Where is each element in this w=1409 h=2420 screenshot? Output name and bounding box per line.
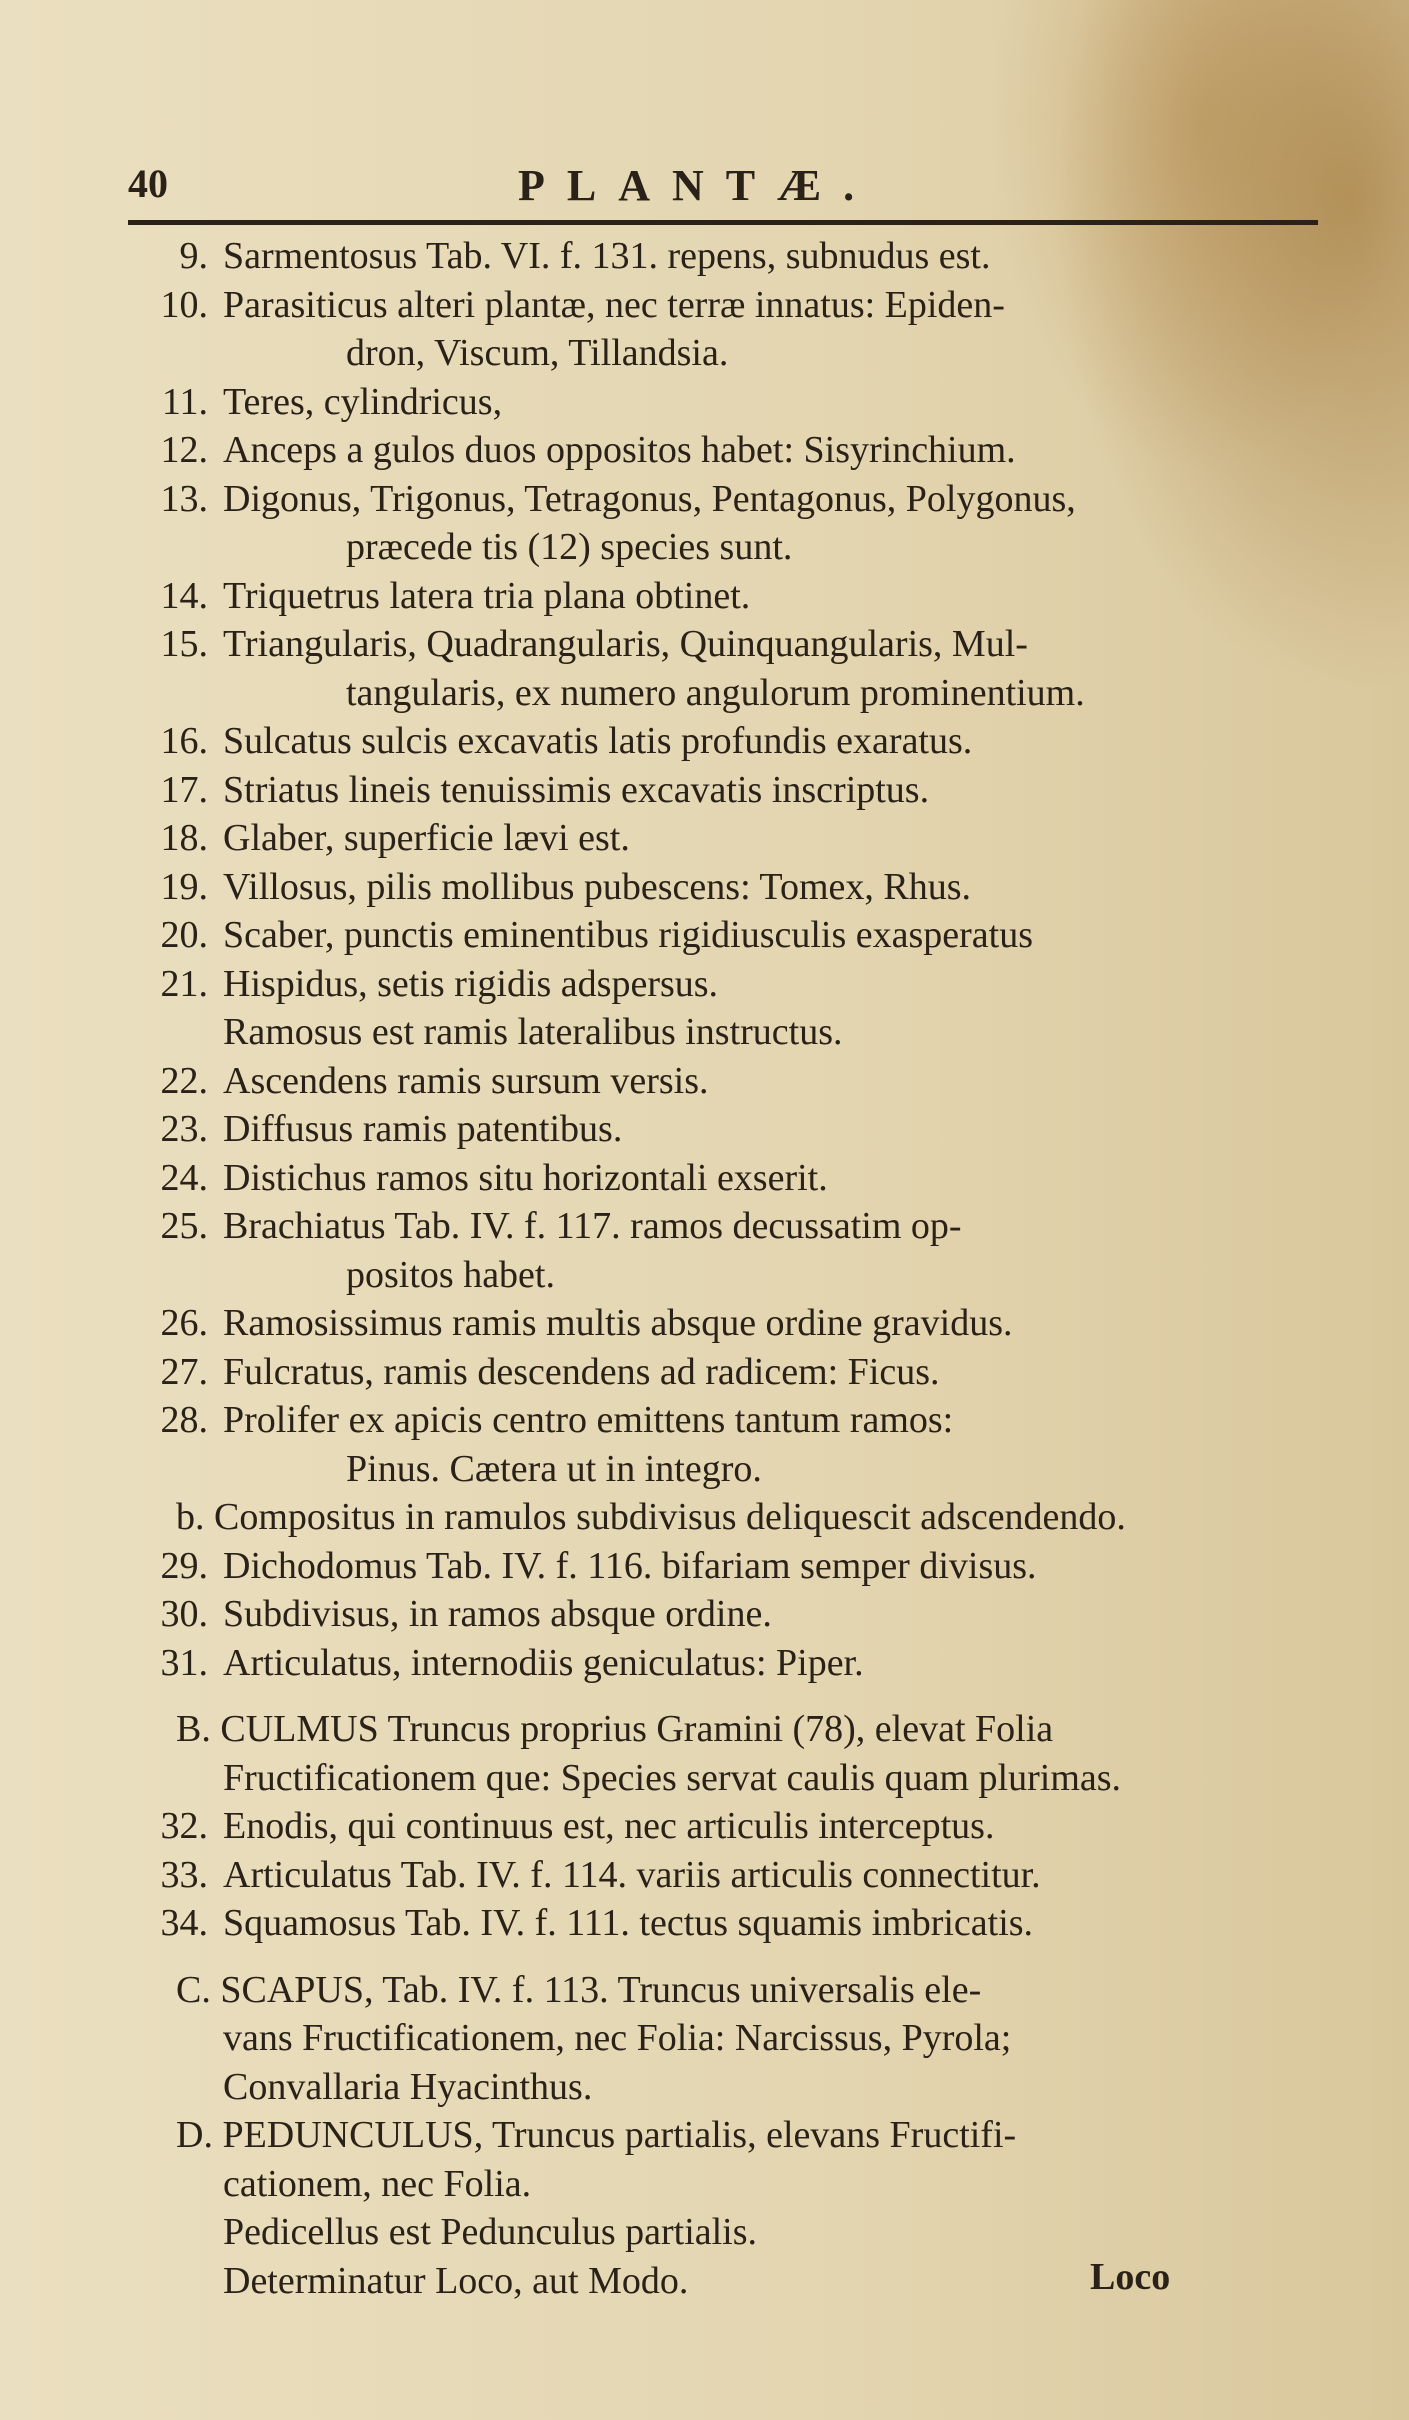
line-text: Fulcratus, ramis descendens ad radicem: Ficus. (223, 1350, 940, 1393)
text-line (128, 1202, 1318, 1251)
text-line (128, 2208, 1318, 2257)
line-text: Brachiatus Tab. IV. f. 117. ramos decussatim op- (223, 1205, 962, 1247)
item-number: 14. (160, 574, 208, 617)
text-line (128, 1299, 1318, 1348)
item-number: 28. (160, 1399, 208, 1441)
text-line (128, 1590, 1318, 1639)
line-text: vans Fructificationem, nec Folia: Narcissus, Pyrola; (223, 2017, 1012, 2059)
page-header (128, 160, 1308, 210)
line-text: Prolifer ex apicis centro emittens tantum ramos: (223, 1399, 954, 1441)
text-line (128, 863, 1318, 912)
text-line (128, 1251, 1318, 1300)
line-text: Ascendens ramis sursum versis. (223, 1059, 709, 1102)
text-line (128, 911, 1318, 960)
text-line (128, 1008, 1318, 1057)
text-line (128, 232, 1318, 281)
line-text: cationem, nec Folia. (223, 2162, 532, 2205)
text-line (128, 572, 1318, 621)
text-line (128, 766, 1318, 815)
item-number: 25. (160, 1205, 208, 1247)
line-text: Pedicellus est Pedunculus partialis. (223, 2211, 758, 2253)
text-line (128, 717, 1318, 766)
text-line (128, 1899, 1318, 1948)
page-number: 40 (128, 161, 168, 206)
line-text: tangularis, ex numero angulorum prominentium. (346, 671, 1085, 714)
item-number: 13. (160, 477, 208, 520)
text-line (128, 426, 1318, 475)
text-line (128, 2063, 1318, 2112)
text-line (128, 1057, 1318, 1106)
text-line (128, 1802, 1318, 1851)
line-text: Triangularis, Quadrangularis, Quinquangularis, Mul- (223, 623, 1028, 665)
item-number: 10. (160, 283, 208, 326)
item-number: 21. (160, 962, 208, 1005)
text-line (128, 1105, 1318, 1154)
section-gap (128, 1687, 1318, 1705)
text-line (128, 1348, 1318, 1397)
item-number: 16. (160, 720, 208, 762)
item-number: 24. (160, 1156, 208, 1199)
line-text: Squamosus Tab. IV. f. 111. tectus squamis imbricatis. (223, 1902, 1034, 1944)
item-number: 19. (160, 865, 208, 908)
line-text: Dichodomus Tab. IV. f. 116. bifariam semper divisus. (223, 1544, 1037, 1587)
section-gap (128, 1948, 1318, 1966)
text-line (128, 378, 1318, 427)
line-text: Striatus lineis tenuissimis excavatis inscriptus. (223, 768, 930, 811)
text-line (128, 475, 1318, 524)
line-text: præcede tis (12) species sunt. (346, 526, 793, 568)
line-text: Distichus ramos situ horizontali exserit. (223, 1156, 828, 1199)
catchword: Loco (1090, 2256, 1171, 2298)
line-text: Articulatus, internodiis geniculatus: Piper. (223, 1641, 864, 1684)
section-heading-text: C. SCAPUS, Tab. IV. f. 113. Truncus universalis ele- (176, 1968, 982, 2011)
section-heading-text: D. PEDUNCULUS, Truncus partialis, elevans Fructifi- (176, 2114, 1017, 2156)
item-number: 29. (160, 1544, 208, 1587)
text-line (128, 1154, 1318, 1203)
text-line (128, 1493, 1318, 1542)
line-text: Ramosissimus ramis multis absque ordine gravidus. (223, 1302, 1013, 1344)
line-text: Ramosus est ramis lateralibus instructus. (223, 1011, 843, 1053)
text-line (128, 960, 1318, 1009)
line-text: Convallaria Hyacinthus. (223, 2065, 593, 2108)
line-text: Parasiticus alteri plantæ, nec terræ innatus: Epiden- (223, 283, 1005, 326)
item-number: 22. (160, 1059, 208, 1102)
text-line (128, 2111, 1318, 2160)
text-line (128, 1542, 1318, 1591)
line-text: Pinus. Cætera ut in integro. (346, 1447, 762, 1490)
section-heading-text: B. CULMUS Truncus proprius Gramini (78), elevat Folia (176, 1708, 1054, 1750)
text-line (128, 1705, 1318, 1754)
line-text: Determinatur Loco, aut Modo. (223, 2259, 689, 2302)
text-line (128, 669, 1318, 718)
text-line (128, 281, 1318, 330)
line-text: Articulatus Tab. IV. f. 114. variis articulis connectitur. (223, 1853, 1041, 1896)
line-text: Anceps a gulos duos oppositos habet: Sisyrinchium. (223, 429, 1016, 471)
line-text: Fructificationem que: Species servat caulis quam plurimas. (223, 1756, 1122, 1799)
running-title: PLANTÆ. (518, 161, 877, 210)
text-line (128, 1754, 1318, 1803)
header-rule (128, 220, 1318, 225)
line-text: dron, Viscum, Tillandsia. (346, 332, 729, 374)
item-number: 26. (160, 1302, 208, 1344)
text-line (128, 1966, 1318, 2015)
line-text: Diffusus ramis patentibus. (223, 1108, 623, 1150)
item-number: 27. (160, 1350, 208, 1393)
text-line (128, 523, 1318, 572)
text-line (128, 2160, 1318, 2209)
line-text: Glaber, superficie lævi est. (223, 817, 630, 859)
item-number: 30. (160, 1593, 208, 1635)
item-number: 34. (160, 1902, 208, 1944)
page-body (128, 232, 1318, 2305)
text-line (128, 329, 1318, 378)
text-line (128, 2014, 1318, 2063)
item-number: 11. (161, 380, 208, 423)
item-number: 33. (160, 1853, 208, 1896)
item-number: 12. (160, 429, 208, 471)
text-line (128, 1445, 1318, 1494)
line-text: b. Compositus in ramulos subdivisus deliquescit adscendendo. (176, 1496, 1126, 1538)
item-number: 20. (160, 914, 208, 956)
line-text: Triquetrus latera tria plana obtinet. (223, 574, 751, 617)
text-line (128, 1851, 1318, 1900)
item-number: 32. (160, 1805, 208, 1847)
line-text: Sarmentosus Tab. VI. f. 131. repens, subnudus est. (223, 235, 991, 277)
item-number: 15. (160, 623, 208, 665)
item-number: 17. (160, 768, 208, 811)
item-number: 9. (179, 235, 208, 277)
line-text: Villosus, pilis mollibus pubescens: Tomex, Rhus. (223, 865, 972, 908)
item-number: 23. (160, 1108, 208, 1150)
text-line (128, 620, 1318, 669)
line-text: Sulcatus sulcis excavatis latis profundis exaratus. (223, 720, 973, 762)
text-line (128, 1396, 1318, 1445)
line-text: Teres, cylindricus, (223, 380, 503, 423)
line-text: Scaber, punctis eminentibus rigidiusculis exasperatus (223, 914, 1034, 956)
line-text: Subdivisus, in ramos absque ordine. (223, 1593, 772, 1635)
line-text: positos habet. (346, 1253, 555, 1296)
item-number: 18. (160, 817, 208, 859)
item-number: 31. (160, 1641, 208, 1684)
text-line (128, 814, 1318, 863)
line-text: Enodis, qui continuus est, nec articulis interceptus. (223, 1805, 995, 1847)
line-text: Digonus, Trigonus, Tetragonus, Pentagonus, Polygonus, (223, 477, 1076, 520)
text-line (128, 1639, 1318, 1688)
line-text: Hispidus, setis rigidis adspersus. (223, 962, 719, 1005)
